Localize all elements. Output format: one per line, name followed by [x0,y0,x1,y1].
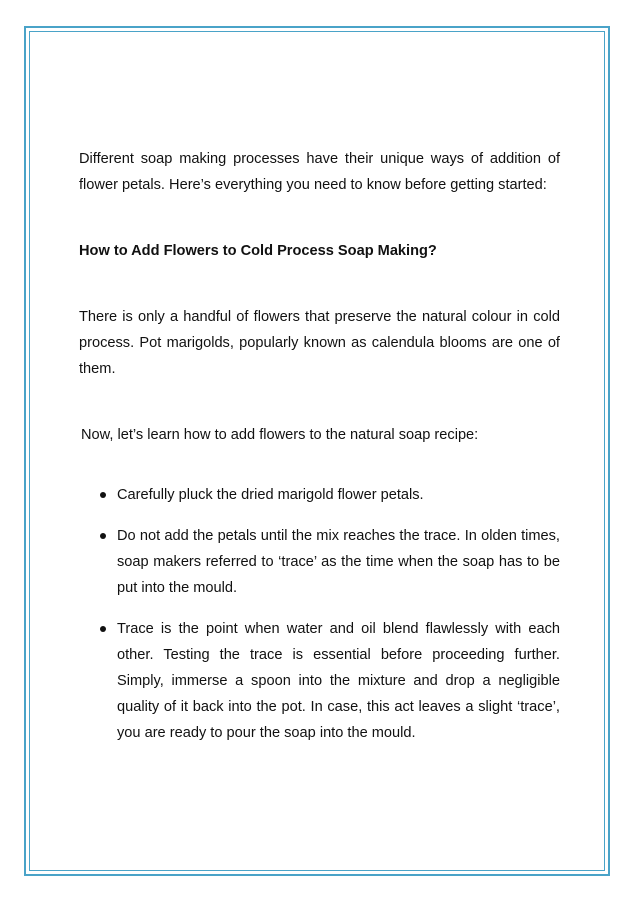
bullet-icon [100,533,106,539]
list-item-text: Trace is the point when water and oil blend flawlessly with each other. Testing the trace is essential before proceeding further. Simply, immerse a spoon into the mixture and drop a negligible quality of it back into the pot. In case, this act leaves a slight ‘trace’, you are ready to pour the soap into the mould. [117,621,560,741]
list-item-text: Carefully pluck the dried marigold flower petals. [117,487,424,503]
list-item-text: Do not add the petals until the mix reaches the trace. In olden times, soap makers referred to ‘trace’ as the time when the soap has to be put into the mould. [117,528,560,596]
section-heading: How to Add Flowers to Cold Process Soap Making? [79,243,437,259]
list-item [79,616,560,746]
recipe-intro-paragraph: Now, let’s learn how to add flowers to the natural soap recipe: [81,427,479,443]
bullet-icon [100,492,106,498]
intro-paragraph: Different soap making processes have their unique ways of addition of flower petals. Here’s everything you need to know before getting started: [79,151,560,193]
list-item [79,482,560,508]
steps-list [79,482,560,746]
list-item [79,523,560,601]
flowers-paragraph: There is only a handful of flowers that preserve the natural colour in cold process. Pot marigolds, popularly known as calendula blooms are one of them. [79,309,560,377]
document-body [79,146,560,761]
bullet-icon [100,626,106,632]
